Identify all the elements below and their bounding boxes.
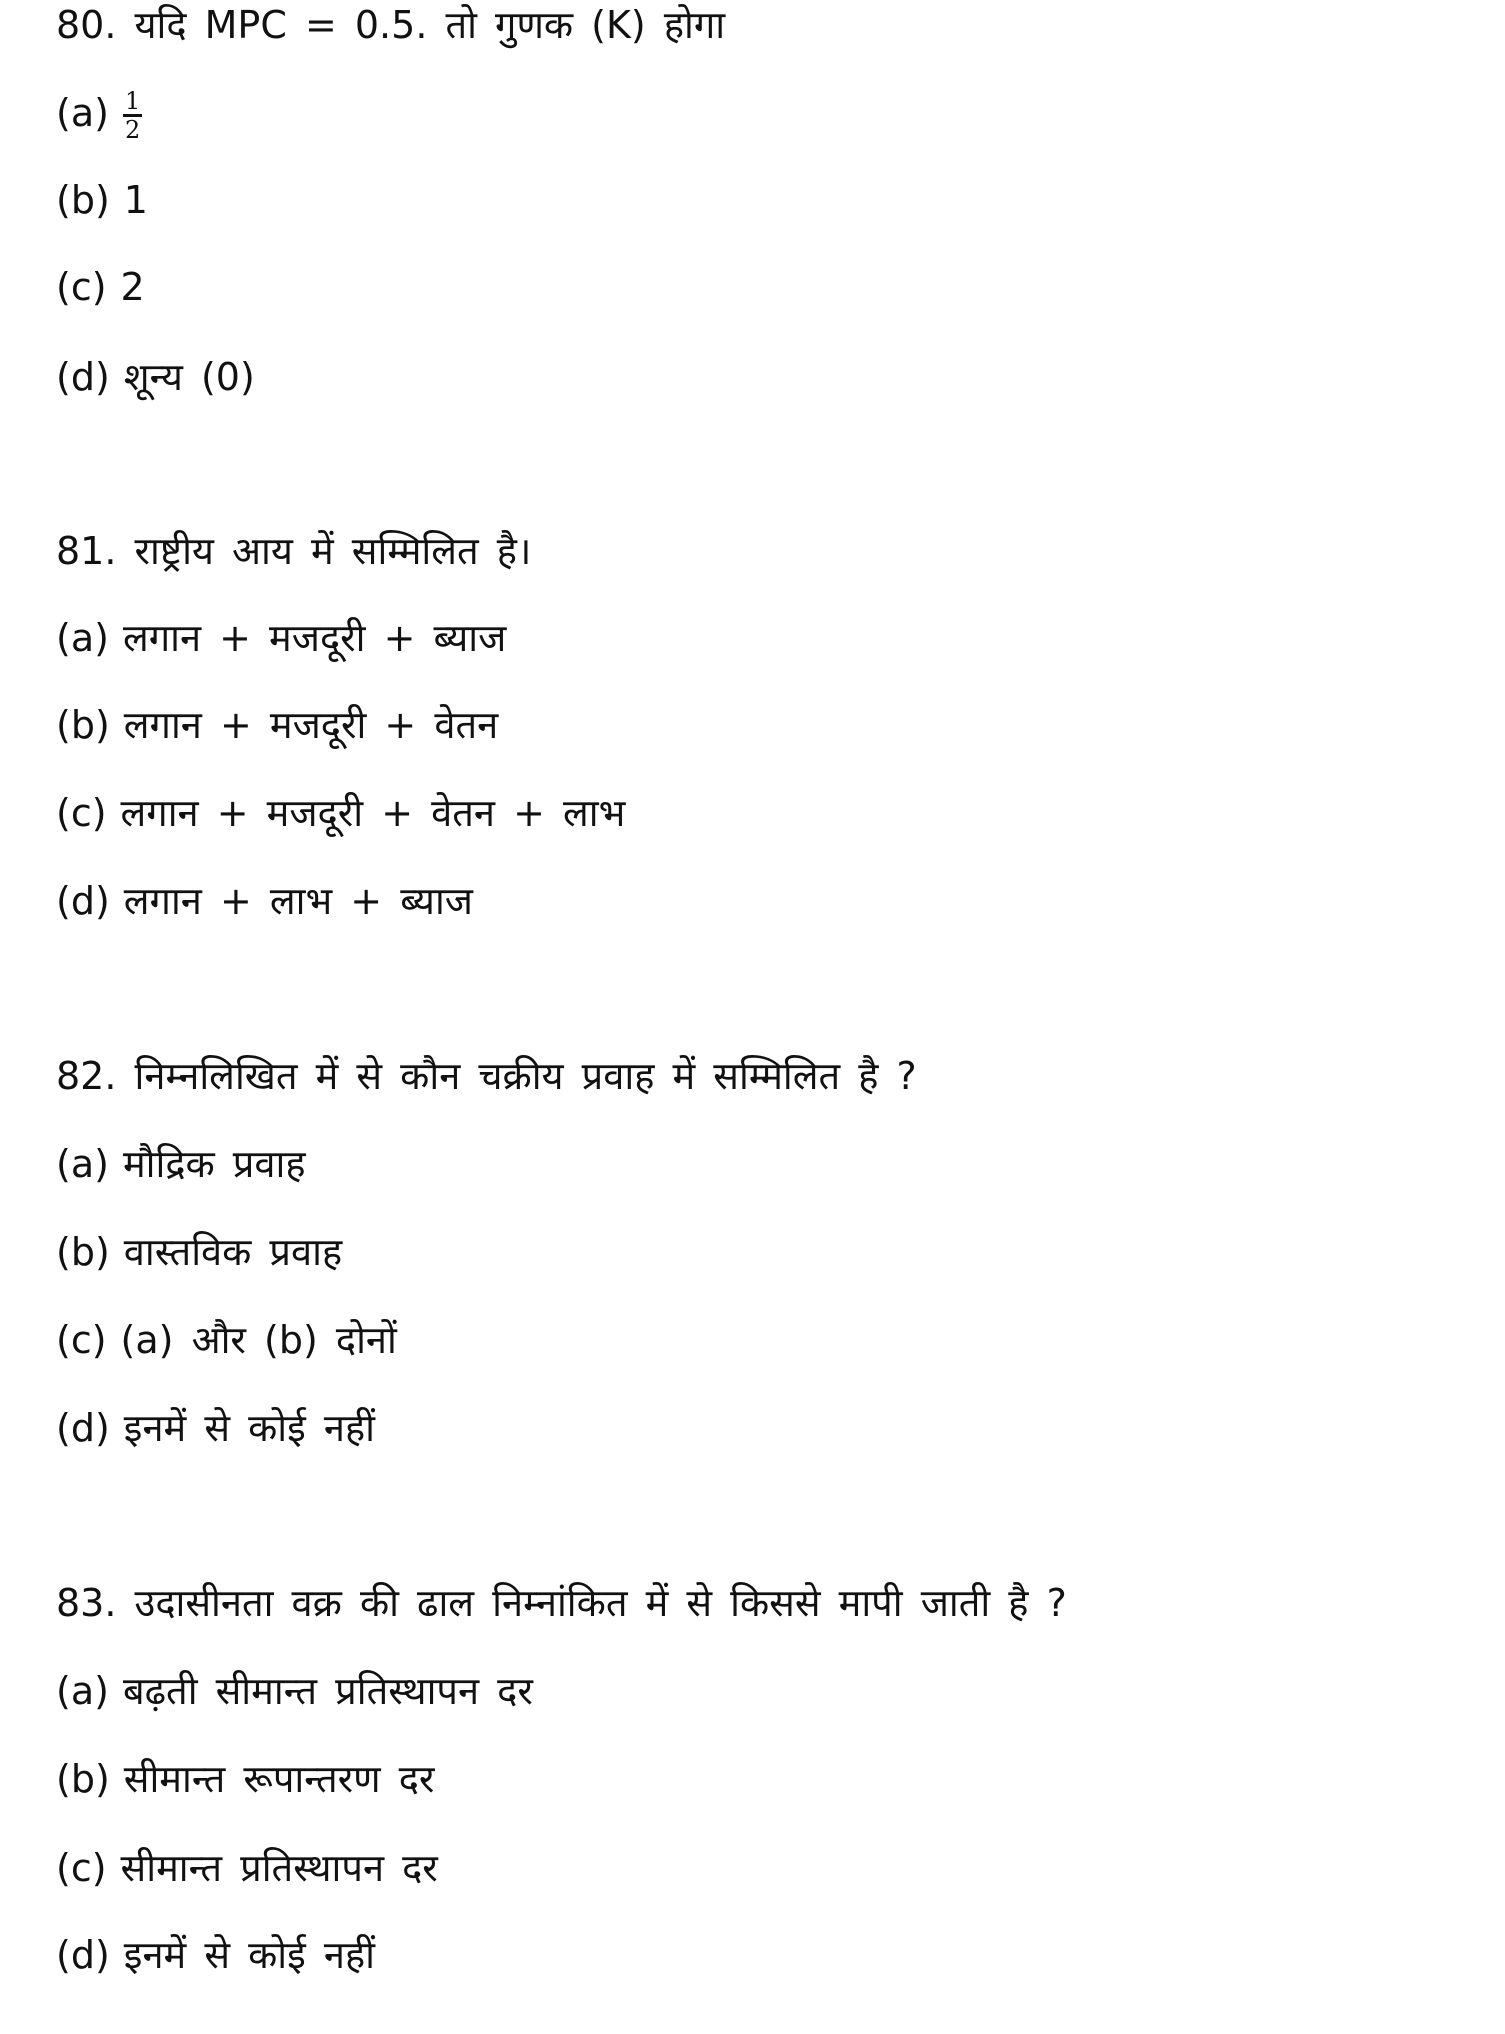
option-text: बढ़ती सीमान्त प्रतिस्थापन दर (122, 1669, 533, 1713)
question-text: 82. निम्नलिखित में से कौन चक्रीय प्रवाह में सम्मिलित है ? (56, 1054, 917, 1098)
option-text: लगान + लाभ + ब्याज (123, 879, 473, 923)
option-text: (a) और (b) दोनों (120, 1318, 397, 1362)
option-c (56, 262, 145, 312)
option-b (56, 1227, 342, 1277)
option-label: (a) (56, 91, 109, 135)
option-b (56, 1754, 434, 1804)
denominator: 2 (124, 116, 141, 144)
option-label: (c) (56, 1846, 107, 1890)
option-label: (d) (56, 1933, 110, 1977)
option-d (56, 1930, 375, 1980)
question-text: 81. राष्ट्रीय आय में सम्मिलित है। (56, 529, 532, 573)
option-label: (a) (56, 616, 109, 660)
option-label: (c) (56, 1318, 107, 1362)
fraction (123, 88, 142, 143)
option-c (56, 788, 625, 838)
option-text: शून्य (0) (123, 355, 255, 399)
option-text: 2 (120, 265, 145, 309)
option-text: इनमें से कोई नहीं (123, 1933, 375, 1977)
option-text: 1 (123, 178, 148, 222)
option-text: सीमान्त प्रतिस्थापन दर (120, 1846, 438, 1890)
option-b (56, 175, 148, 225)
option-a (56, 613, 506, 663)
option-label: (b) (56, 703, 110, 747)
option-text: लगान + मजदूरी + वेतन + लाभ (120, 791, 626, 835)
option-text: सीमान्त रूपान्तरण दर (123, 1757, 435, 1801)
option-label: (b) (56, 1757, 110, 1801)
option-c (56, 1843, 438, 1893)
option-c (56, 1315, 397, 1365)
option-label: (b) (56, 1230, 110, 1274)
option-text: वास्तविक प्रवाह (123, 1230, 343, 1274)
question-text: 83. उदासीनता वक्र की ढाल निम्नांकित में से किससे मापी जाती है ? (56, 1581, 1067, 1625)
option-text: मौद्रिक प्रवाह (122, 1142, 306, 1186)
option-a (56, 88, 142, 143)
numerator: 1 (124, 87, 141, 115)
option-text: लगान + मजदूरी + ब्याज (122, 616, 507, 660)
option-d (56, 876, 473, 926)
option-label: (b) (56, 178, 110, 222)
option-b (56, 700, 498, 750)
option-a (56, 1139, 306, 1189)
option-label: (d) (56, 355, 110, 399)
option-label: (d) (56, 879, 110, 923)
option-label: (d) (56, 1406, 110, 1450)
option-text: इनमें से कोई नहीं (123, 1406, 375, 1450)
option-label: (a) (56, 1669, 109, 1713)
option-a (56, 1666, 533, 1716)
option-d (56, 352, 255, 402)
option-label: (c) (56, 791, 107, 835)
option-d (56, 1403, 375, 1453)
option-text: लगान + मजदूरी + वेतन (123, 703, 499, 747)
option-label: (a) (56, 1142, 109, 1186)
question-text: 80. यदि MPC = 0.5. तो गुणक (K) होगा (56, 3, 726, 47)
option-label: (c) (56, 265, 107, 309)
